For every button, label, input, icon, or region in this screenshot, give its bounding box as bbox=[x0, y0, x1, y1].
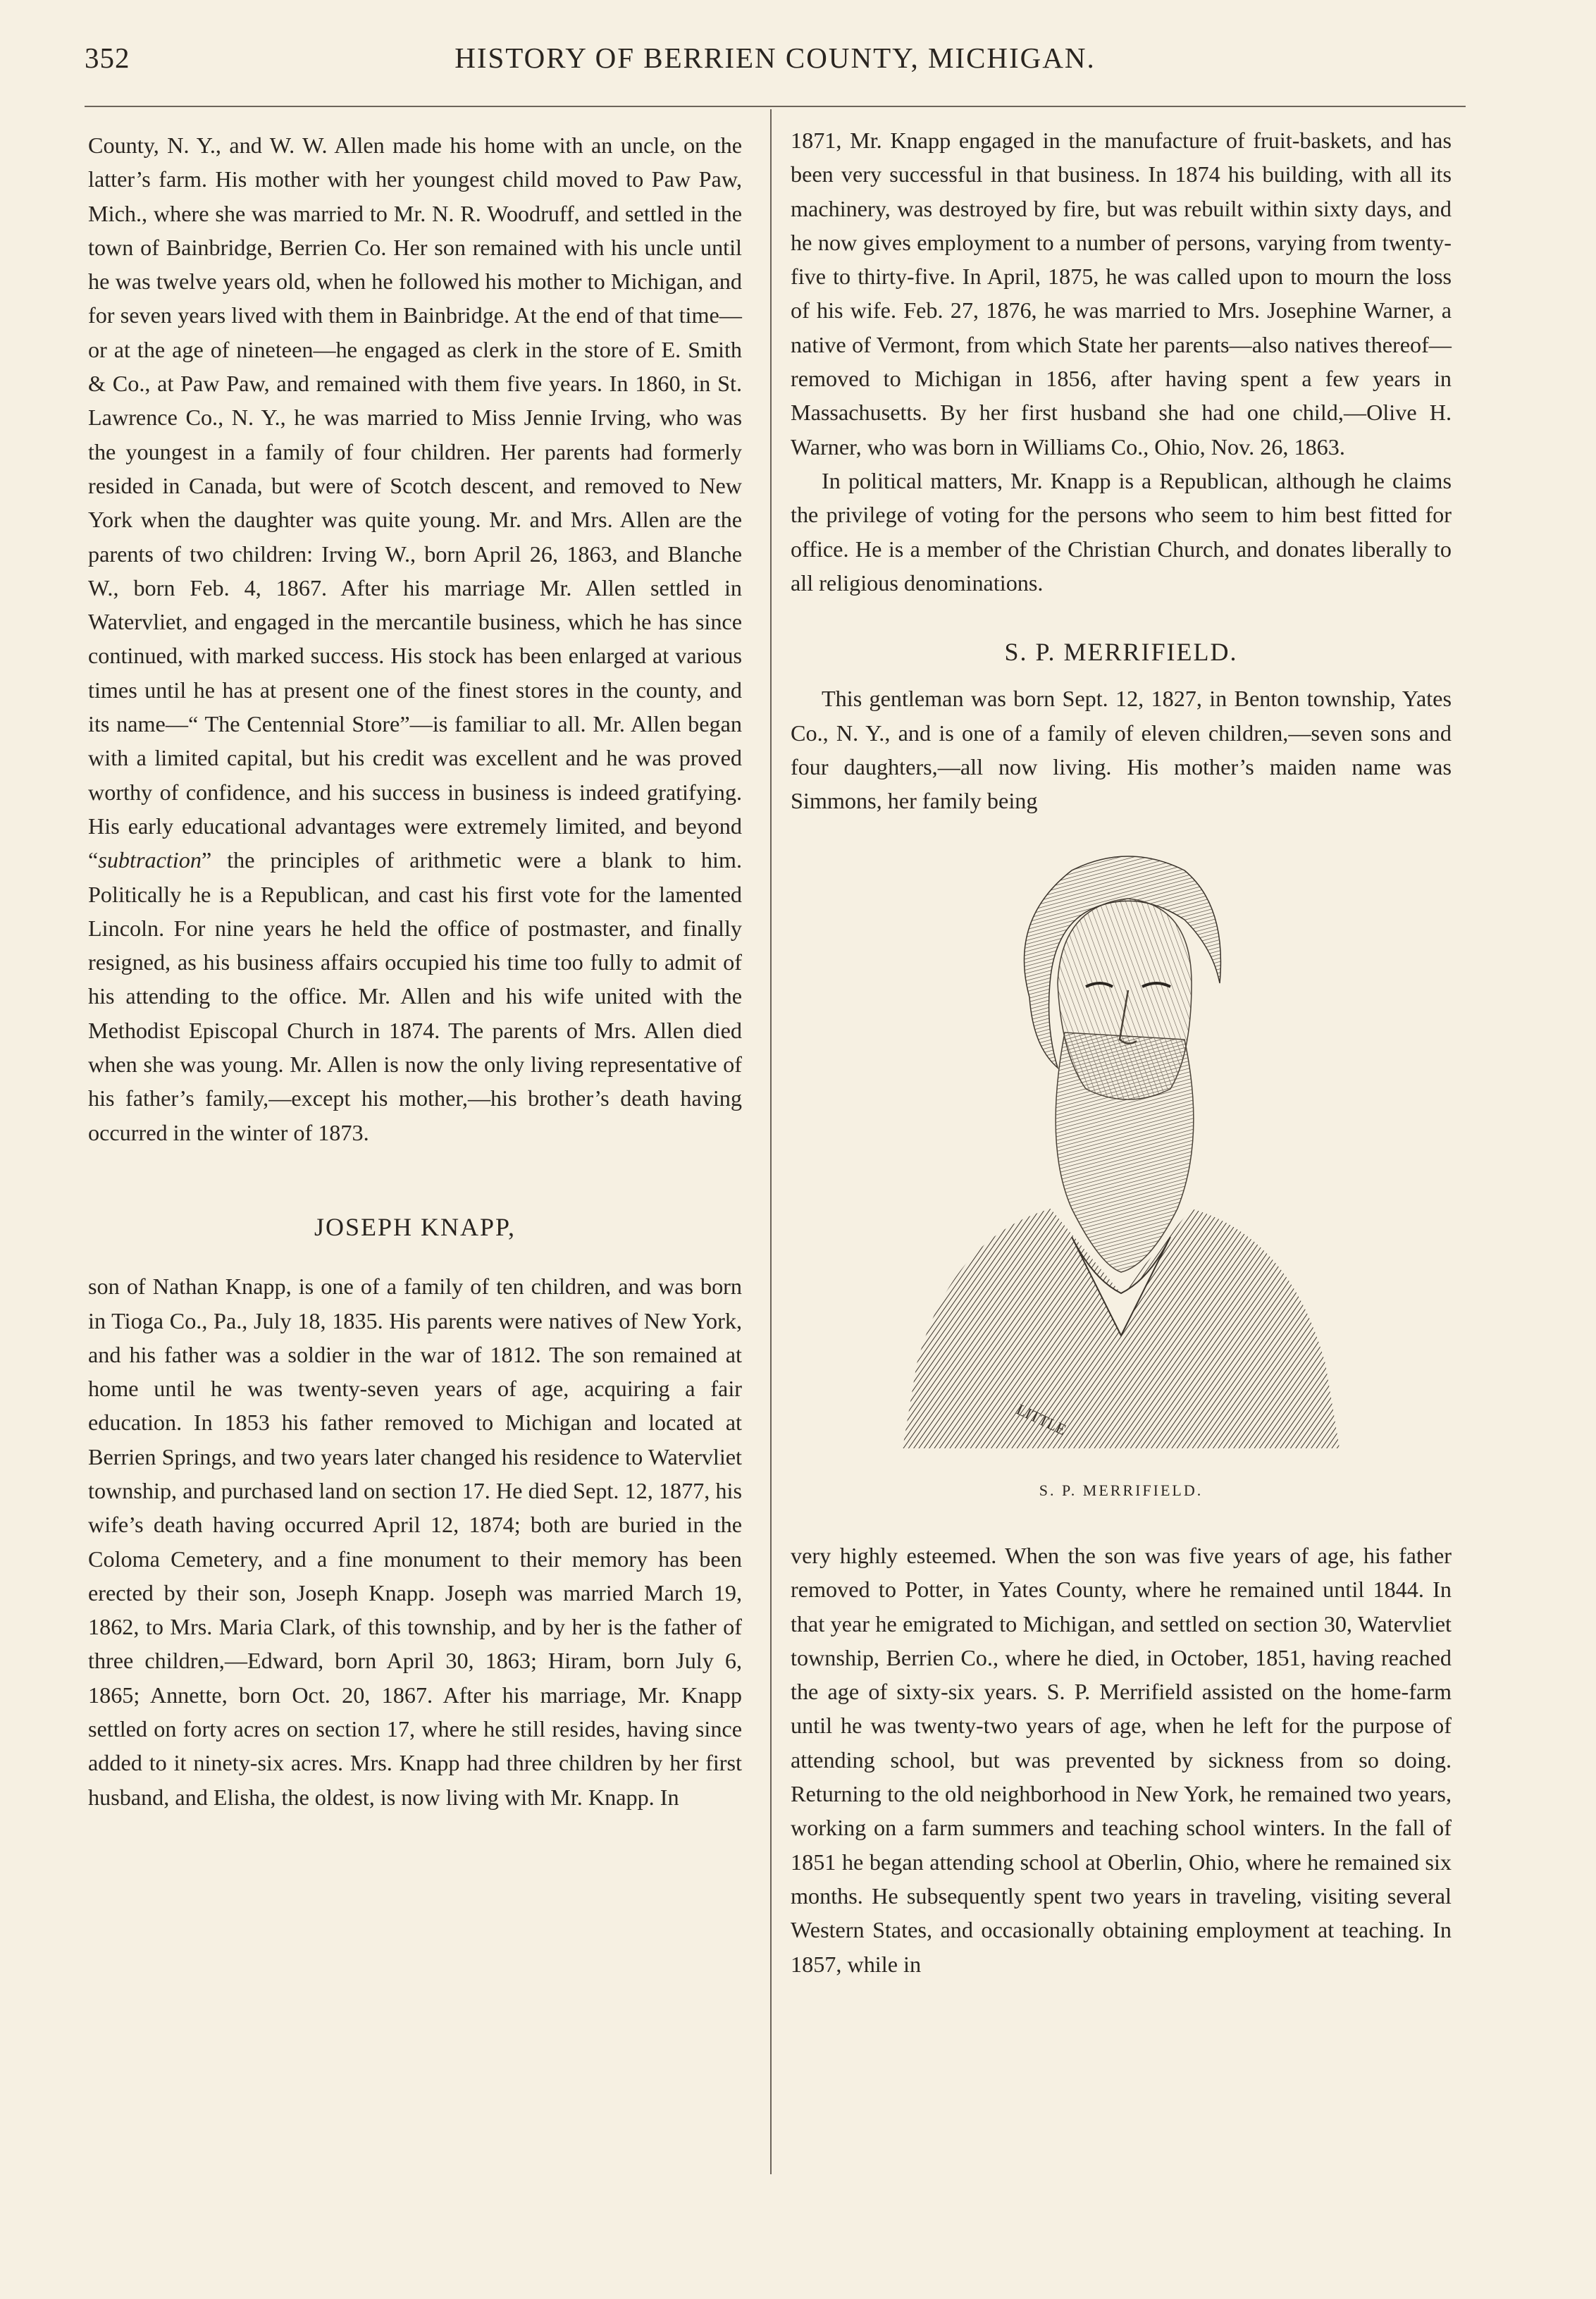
allen-biography-paragraph bbox=[88, 128, 742, 1150]
allen-text-part-2: ” the principles of arithmetic were a blank to him. Politically he is a Republican, and cast his first vote for the lamented Lincoln. For nine years he held the office of postmaster, and finally resigned, as his business affairs occupied his time too fully to admit of his attending to the office. Mr. Allen and his wife united with the Methodist Episcopal Church in 1874. The parents of Mrs. Allen died when she was young. Mr. Allen is now the only living representative of his father’s family,—except his mother,—his brother’s death having occurred in the winter of 1873. bbox=[88, 847, 742, 1145]
running-head: HISTORY OF BERRIEN COUNTY, MICHIGAN. bbox=[454, 42, 1096, 74]
page-header bbox=[85, 41, 1466, 83]
merrifield-portrait-engraving bbox=[889, 842, 1354, 1448]
page-number: 352 bbox=[85, 42, 130, 74]
header-rule bbox=[85, 106, 1466, 107]
knapp-paragraph-2: 1871, Mr. Knapp engaged in the manufacture of fruit-baskets, and has been very successful in that business. In 1874 his building, with all its machinery, was destroyed by fire, but was rebuilt within sixty days, and he now gives employment to a number of persons, varying from twenty-five to thirty-five. In April, 1875, he was called upon to mourn the loss of his wife. Feb. 27, 1876, he was married to Mrs. Josephine Warner, a native of Vermont, from which State her parents—also natives thereof—removed to Michigan in 1856, after having spent a few years in Massachusetts. By her first husband she had one child,—Olive H. Warner, who was born in Williams Co., Ohio, Nov. 26, 1863. bbox=[791, 128, 1452, 460]
merrifield-paragraph-1: This gentleman was born Sept. 12, 1827, in Benton township, Yates Co., N. Y., and is one of a family of eleven children,—seven sons and four daughters,—all now living. His mother’s maiden name was Simmons, her family being bbox=[791, 686, 1452, 814]
knapp-paragraph-3: In political matters, Mr. Knapp is a Republican, although he claims the privilege of voting for the persons who seem to him best fitted for office. He is a member of the Christian Church, and donates liberally to all religious denominations. bbox=[791, 467, 1452, 596]
allen-text-part-1: County, N. Y., and W. W. Allen made his home with an uncle, on the latter’s farm. His mother with her youngest child moved to Paw Paw, Mich., where she was married to Mr. N. R. Woodruff, and settled in the town of Bainbridge, Berrien Co. Her son remained with his uncle until he was twelve years old, when he followed his mother to Michigan, and for seven years lived with them in Bainbridge. At the end of that time—or at the age of nineteen—he engaged as clerk in the store of E. Smith & Co., at Paw Paw, and remained with them five years. In 1860, in St. Lawrence Co., N. Y., he was married to Miss Jennie Irving, who was the youngest in a family of four children. Her parents had formerly resided in Canada, but were of Scotch descent, and removed to New York when the daughter was quite young. Mr. and Mrs. Allen are the parents of two children: Irving W., born April 26, 1863, and Blanche W., born Feb. 4, 1867. After his marriage Mr. Allen settled in Watervliet, and engaged in the mercantile business, which he has since continued, with marked success. His stock has been enlarged at various times until he has at present one of the finest stores in the county, and its name—“ The Centennial Store”—is familiar to all. Mr. Allen began with a limited capital, but his credit was excellent and he was proved worthy of confidence, and his success in business is indeed gratifying. His early educational advantages were extremely limited, and beyond “ bbox=[88, 132, 742, 873]
left-column bbox=[88, 128, 742, 1814]
knapp-paragraph-1: son of Nathan Knapp, is one of a family of ten children, and was born in Tioga Co., Pa., July 18, 1835. His parents were natives of New York, and his father was a soldier in the war of 1812. The son remained at home until he was twenty-seven years of age, acquiring a fair education. In 1853 his father removed to Michigan and located at Berrien Springs, and two years later changed his residence to Watervliet township, and purchased land on section 17. He died Sept. 12, 1877, his wife’s death having occurred April 12, 1874; both are buried in the Coloma Cemetery, and a fine monument to their memory has been erected by their son, Joseph Knapp. Joseph was married March 19, 1862, to Mrs. Maria Clark, of this township, and by her is the father of three children,—Edward, born April 30, 1863; Hiram, born July 6, 1865; Annette, born Oct. 20, 1867. After his marriage, Mr. Knapp settled on forty acres on section 17, where he still resides, having since added to it ninety-six acres. Mrs. Knapp had three children by her first husband, and Elisha, the oldest, is now living with Mr. Knapp. In bbox=[88, 1274, 742, 1810]
merrifield-paragraph-2: very highly esteemed. When the son was five years of age, his father removed to Potter, in Yates County, where he remained until 1844. In that year he emigrated to Michigan, and settled on section 30, Watervliet township, Berrien Co., where he died, in October, 1851, having reached the age of sixty-six years. S. P. Merrifield assisted on the home-farm until he was twenty-two years of age, when he left for the purpose of attending school, but was prevented by sickness from so doing. Returning to the old neighborhood in New York, he remained two years, working on a farm summers and teaching school winters. In the fall of 1851 he began attending school at Oberlin, Ohio, where he remained six months. He subsequently spent two years in traveling, visiting several Western States, and occasionally obtaining employment at teaching. In 1857, while in bbox=[791, 1542, 1452, 1977]
right-column bbox=[791, 123, 1452, 1981]
svg-text:LITTLE: LITTLE bbox=[1013, 1400, 1070, 1438]
merrifield-heading: S. P. MERRIFIELD. bbox=[1004, 638, 1238, 667]
column-divider bbox=[770, 109, 772, 2174]
allen-italic-word: subtraction bbox=[98, 847, 202, 873]
knapp-heading: JOSEPH KNAPP, bbox=[314, 1212, 516, 1241]
portrait-caption: S. P. MERRIFIELD. bbox=[1039, 1481, 1204, 1499]
